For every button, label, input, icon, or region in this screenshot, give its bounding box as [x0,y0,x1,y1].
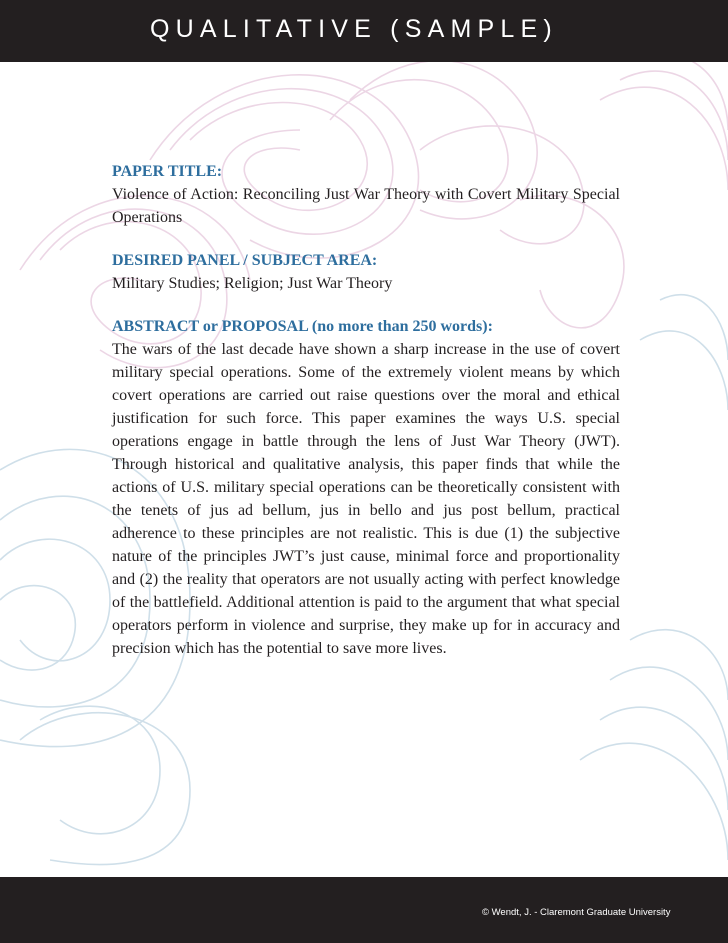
panel-label: DESIRED PANEL / SUBJECT AREA: [112,252,378,269]
page-title: QUALITATIVE (SAMPLE) [150,15,558,43]
proposal-content [112,160,620,680]
abstract-label: ABSTRACT or PROPOSAL (no more than 250 words): [112,318,493,335]
panel-section [112,249,620,295]
paper-title-label: PAPER TITLE: [112,163,223,180]
footer-credit: © Wendt, J. - Claremont Graduate University [482,907,671,918]
abstract-section [112,315,620,660]
abstract-text: The wars of the last decade have shown a sharp increase in the use of covert military special operations. Some of the extremely violent means by which covert operations are carried out raise questions over the moral and ethical justification for such force. This paper examines the ways U.S. special operations engage in battle through the lens of Just War Theory (JWT). Through historical and qualitative analysis, this paper finds that while the actions of U.S. military special operations can be theoretically consistent with the tenets of jus ad bellum, jus in bello and jus post bellum, practical adherence to these principles are not realistic. This is due (1) the subjective nature of the principles JWT’s just cause, minimal force and proportionality and (2) the reality that operators are not usually acting with perfect knowledge of the battlefield. Additional attention is paid to the argument that what special operators perform in violence and surprise, they make up for in accuracy and precision which has the potential to save more lives. [112,341,620,657]
header-bar [0,0,728,62]
panel-value: Military Studies; Religion; Just War Theory [112,275,393,292]
paper-title-value: Violence of Action: Reconciling Just War Theory with Covert Military Special Operations [112,186,620,226]
paper-title-section [112,160,620,229]
